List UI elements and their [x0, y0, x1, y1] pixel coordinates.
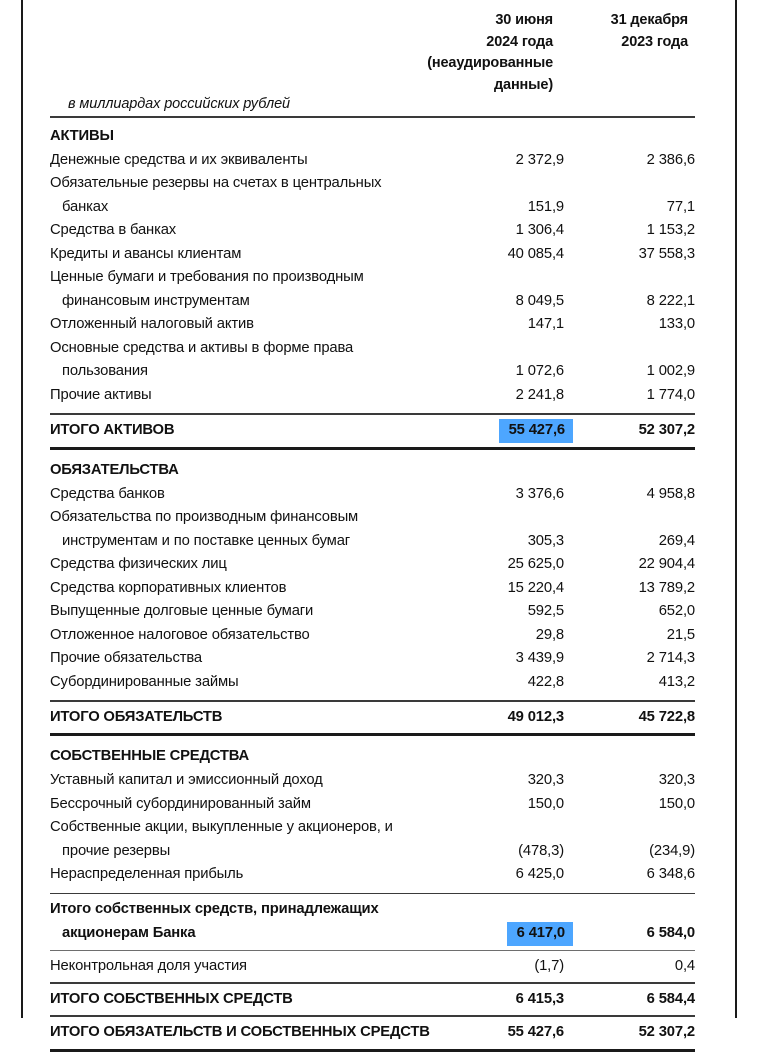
equity-attributable-label-continuation: акционерам Банка: [62, 924, 196, 941]
row-value-2023: 21,5: [666, 626, 695, 643]
row-label: Отложенное налоговое обязательство: [50, 626, 310, 643]
row-label-continuation: пользования: [62, 363, 148, 380]
row-value-2024: 29,8: [535, 626, 564, 643]
row-value-2024: 150,0: [527, 795, 564, 812]
table-row-continuation: [50, 840, 695, 864]
row-label: Средства физических лиц: [50, 556, 227, 573]
equity-attributable-value-2024-highlight: 6 417,0: [507, 922, 573, 946]
row-value-2023: 6 348,6: [646, 866, 695, 883]
column-header-2024-line2: 2024 года: [486, 33, 553, 50]
total-assets-value-2024-cell: [463, 419, 564, 443]
equity-attributable-value-2024-cell: [463, 922, 564, 946]
row-label-continuation: прочие резервы: [62, 842, 171, 859]
row-value-2024: 147,1: [527, 316, 564, 333]
equity-attributable-value-2023: 6 584,0: [646, 924, 695, 941]
row-label: Отложенный налоговый актив: [50, 316, 254, 333]
total-assets-value-2023: 52 307,2: [638, 421, 695, 438]
total-equity-table: [50, 988, 695, 1012]
row-value-2023: 37 558,3: [638, 245, 695, 262]
table-row: [50, 577, 695, 601]
row-value-2024: 305,3: [527, 532, 564, 549]
table-row: [50, 313, 695, 337]
row-value-2024: 592,5: [527, 603, 564, 620]
total-equity-value-2023: 6 584,4: [646, 990, 695, 1007]
row-label: Денежные средства и их эквиваленты: [50, 151, 308, 168]
row-value-2024: 3 439,9: [515, 650, 564, 667]
grand-total-table: [50, 1021, 695, 1045]
row-label: Собственные акции, выкупленные у акционеров, и: [50, 819, 393, 836]
table-row: [50, 483, 695, 507]
section-title-row: [50, 124, 695, 149]
subtotal-row: [50, 898, 695, 922]
table-row-continuation: [50, 290, 695, 314]
table-row: [50, 243, 695, 267]
row-label: Средства в банках: [50, 222, 177, 239]
table-row: [50, 219, 695, 243]
non-controlling-value-2024: (1,7): [534, 957, 564, 974]
total-assets-value-2024-highlight: 55 427,6: [499, 419, 573, 443]
grand-total-value-2023: 52 307,2: [638, 1024, 695, 1041]
row-value-2023: 269,4: [658, 532, 695, 549]
column-header-2023-line1: 31 декабря: [610, 12, 688, 28]
row-value-2024: 2 372,9: [515, 151, 564, 168]
row-label: Нераспределенная прибыль: [50, 866, 244, 883]
non-controlling-table: [50, 955, 695, 979]
total-liabilities-value-2023: 45 722,8: [638, 708, 695, 725]
table-row: [50, 600, 695, 624]
row-label-continuation: финансовым инструментам: [62, 292, 250, 309]
row-value-2023: 652,0: [658, 603, 695, 620]
row-value-2023: 413,2: [658, 673, 695, 690]
total-row: [50, 706, 695, 730]
row-value-2023: 77,1: [666, 198, 695, 215]
row-value-2023: 8 222,1: [646, 292, 695, 309]
column-header-2023-line2: 2023 года: [621, 33, 688, 50]
row-value-2023: 320,3: [658, 772, 695, 789]
section-title-row: [50, 744, 695, 769]
table-row: [50, 172, 695, 196]
row-value-2024: 422,8: [527, 673, 564, 690]
subtotal-row-continuation: [50, 922, 695, 946]
row-label: Уставный капитал и эмиссионный доход: [50, 772, 323, 789]
row-label-continuation: инструментам и по поставке ценных бумаг: [62, 532, 351, 549]
total-liabilities-value-2024: 49 012,3: [507, 708, 564, 725]
table-row-continuation: [50, 196, 695, 220]
section-title-liabilities: ОБЯЗАТЕЛЬСТВА: [50, 461, 179, 478]
total-liabilities-label: ИТОГО ОБЯЗАТЕЛЬСТВ: [50, 708, 223, 725]
column-header-2024-line1: 30 июня: [495, 12, 553, 28]
row-value-2024: 8 049,5: [515, 292, 564, 309]
non-controlling-label: Неконтрольная доля участия: [50, 957, 247, 974]
row-label: Прочие обязательства: [50, 650, 202, 667]
grand-total-label: ИТОГО ОБЯЗАТЕЛЬСТВ И СОБСТВЕННЫХ СРЕДСТВ: [50, 1024, 430, 1041]
table-row: [50, 266, 695, 290]
row-label: Прочие активы: [50, 386, 152, 403]
equity-attributable-label: Итого собственных средств, принадлежащих: [50, 901, 379, 918]
row-value-2024: 3 376,6: [515, 485, 564, 502]
row-value-2023: 150,0: [658, 795, 695, 812]
table-row: [50, 793, 695, 817]
document-page: [21, 0, 737, 1041]
row-value-2024: 151,9: [527, 198, 564, 215]
assets-table: [50, 124, 695, 408]
row-label: Обязательные резервы на счетах в центральных: [50, 175, 382, 192]
equity-attributable-table: [50, 898, 695, 946]
row-value-2023: 22 904,4: [638, 556, 695, 573]
table-row: [50, 955, 695, 979]
total-assets-label: ИТОГО АКТИВОВ: [50, 421, 175, 438]
row-value-2024: 2 241,8: [515, 386, 564, 403]
total-equity-label: ИТОГО СОБСТВЕННЫХ СРЕДСТВ: [50, 990, 293, 1007]
table-row: [50, 647, 695, 671]
row-label: Средства банков: [50, 485, 165, 502]
grand-total-value-2024: 55 427,6: [507, 1024, 564, 1041]
row-value-2024: 320,3: [527, 772, 564, 789]
table-row: [50, 863, 695, 887]
total-liabilities-row-table: [50, 706, 695, 730]
table-row-continuation: [50, 530, 695, 554]
table-header: [50, 10, 695, 116]
row-value-2023: 1 153,2: [646, 222, 695, 239]
row-value-2023: 133,0: [658, 316, 695, 333]
column-header-2024-line4: данные): [493, 76, 553, 93]
row-value-2023: 13 789,2: [638, 579, 695, 596]
row-label: Основные средства и активы в форме права: [50, 339, 354, 356]
units-note: в миллиардах российских рублей: [68, 96, 290, 112]
row-value-2024: 1 306,4: [515, 222, 564, 239]
column-header-2023: [558, 10, 688, 53]
table-row: [50, 506, 695, 530]
row-value-2024: 15 220,4: [507, 579, 564, 596]
liabilities-table: [50, 458, 695, 695]
table-row: [50, 384, 695, 408]
row-value-2023: (234,9): [649, 842, 695, 859]
row-value-2023: 2 714,3: [646, 650, 695, 667]
total-row: [50, 988, 695, 1012]
row-label: Бессрочный субординированный займ: [50, 795, 311, 812]
table-row: [50, 816, 695, 840]
equity-table: [50, 744, 695, 887]
section-title-equity: СОБСТВЕННЫЕ СРЕДСТВА: [50, 748, 249, 765]
row-value-2023: 1 774,0: [646, 386, 695, 403]
row-value-2023: 1 002,9: [646, 363, 695, 380]
table-row: [50, 337, 695, 361]
grand-total-bottom-rule: [50, 1049, 695, 1052]
column-header-2024: [340, 10, 553, 96]
row-value-2024: 25 625,0: [507, 556, 564, 573]
total-row: [50, 419, 695, 443]
row-label: Выпущенные долговые ценные бумаги: [50, 603, 314, 620]
table-row: [50, 624, 695, 648]
balance-sheet-table: [50, 10, 695, 1052]
non-controlling-value-2023: 0,4: [674, 957, 695, 974]
table-row: [50, 149, 695, 173]
row-value-2024: 40 085,4: [507, 245, 564, 262]
table-row: [50, 553, 695, 577]
total-assets-row-table: [50, 419, 695, 443]
row-value-2024: 1 072,6: [515, 363, 564, 380]
row-label-continuation: банках: [62, 198, 109, 215]
row-value-2024: (478,3): [518, 842, 564, 859]
row-label: Субординированные займы: [50, 673, 239, 690]
total-equity-value-2024: 6 415,3: [515, 990, 564, 1007]
table-row: [50, 671, 695, 695]
row-value-2024: 6 425,0: [515, 866, 564, 883]
row-label: Обязательства по производным финансовым: [50, 509, 359, 526]
column-header-2024-line3: (неаудированные: [427, 55, 553, 71]
row-label: Средства корпоративных клиентов: [50, 579, 287, 596]
total-row: [50, 1021, 695, 1045]
section-title-assets: АКТИВЫ: [50, 127, 114, 144]
row-value-2023: 4 958,8: [646, 485, 695, 502]
row-value-2023: 2 386,6: [646, 151, 695, 168]
section-title-row: [50, 458, 695, 483]
row-label: Ценные бумаги и требования по производным: [50, 269, 364, 286]
table-row: [50, 769, 695, 793]
table-row-continuation: [50, 360, 695, 384]
row-label: Кредиты и авансы клиентам: [50, 245, 242, 262]
